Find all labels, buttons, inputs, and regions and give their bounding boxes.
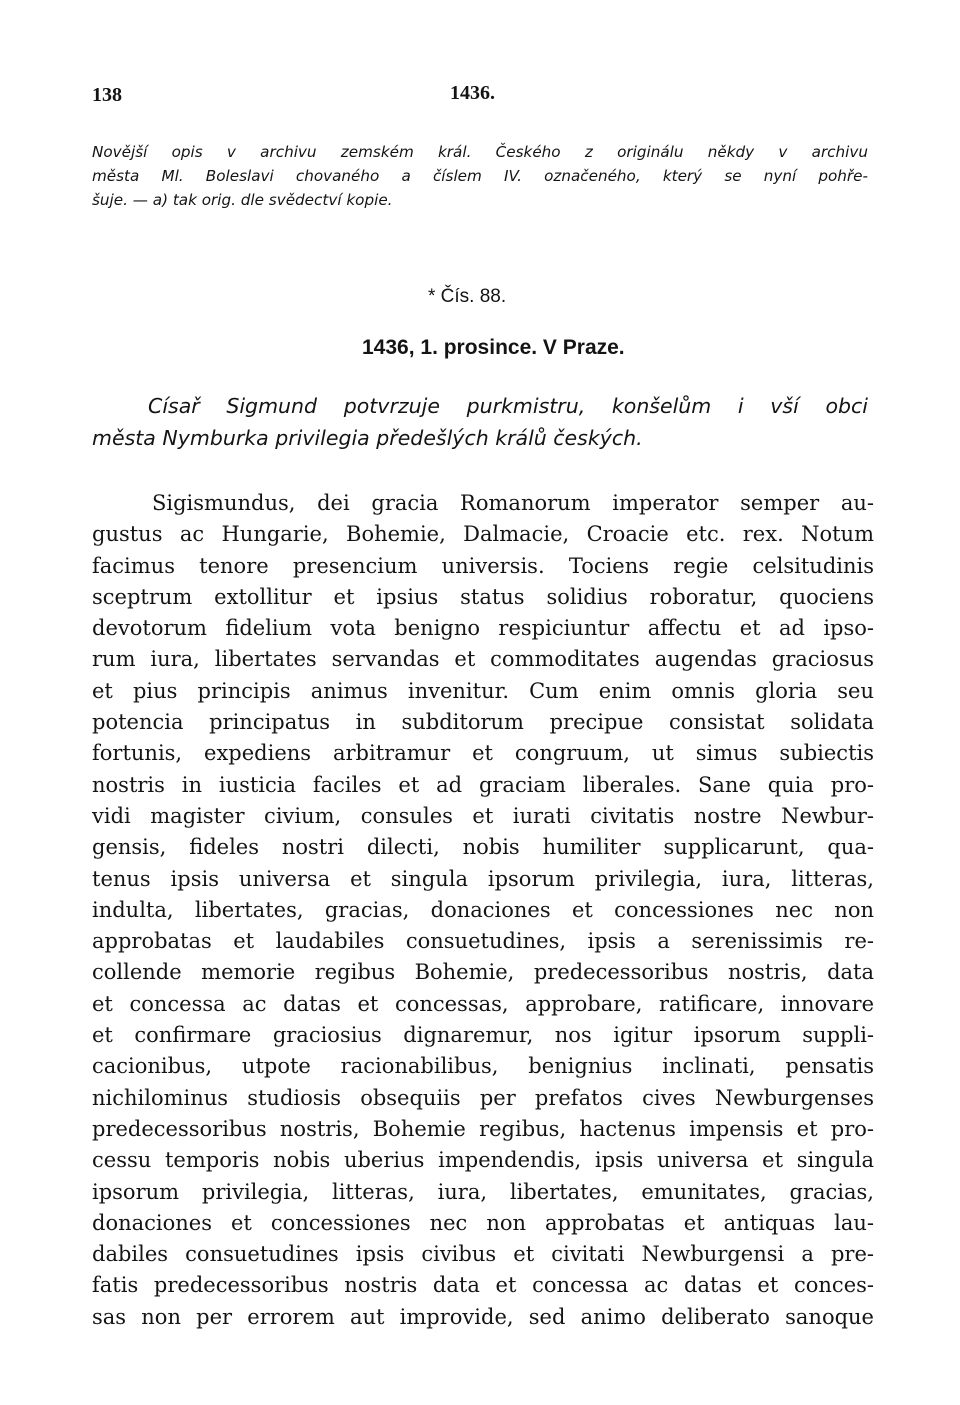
body-line: rum iura, libertates servandas et commoditates augendas graciosus: [92, 647, 874, 672]
page-number: 138: [92, 84, 122, 106]
body-line: ipsorum privilegia, litteras, iura, libertates, emunitates, gracias,: [92, 1179, 874, 1204]
body-line: dabiles consuetudines ipsis civibus et civitati Newburgensi a pre-: [92, 1242, 874, 1267]
body-line: sceptrum extollitur et ipsius status solidius roboratur, quociens: [92, 584, 874, 609]
running-header-year: 1436.: [450, 82, 495, 104]
body-line: tenus ipsis universa et singula ipsorum privilegia, iura, litteras,: [92, 866, 874, 891]
body-line: facimus tenore presencium universis. Tociens regie celsitudinis: [92, 553, 874, 578]
regest-line: města Nymburka privilegia předešlých králů českých.: [92, 426, 643, 450]
source-note: [92, 140, 868, 212]
regest: [92, 390, 868, 454]
body-line: cessu temporis nobis uberius impendendis, ipsis universa et singula: [92, 1148, 874, 1173]
document-body: [92, 488, 874, 1333]
body-line: approbatas et laudabiles consuetudines, ipsis a serenissimis re-: [92, 929, 874, 954]
body-line: fortunis, expediens arbitramur et congruum, ut simus subiectis: [92, 741, 874, 766]
document-date-place: 1436, 1. prosince. V Praze.: [362, 336, 625, 359]
source-note-line: Novější opis v archivu zemském král. Českého z originálu někdy v archivu: [92, 143, 868, 161]
body-line: nostris in iusticia faciles et ad graciam liberales. Sane quia pro-: [92, 772, 874, 797]
body-line: predecessoribus nostris, Bohemie regibus, hactenus impensis et pro-: [92, 1116, 874, 1141]
body-line: vidi magister civium, consules et iurati civitatis nostre Newbur-: [92, 803, 874, 828]
body-line: Sigismundus, dei gracia Romanorum imperator semper au-: [152, 491, 874, 515]
regest-line: Císař Sigmund potvrzuje purkmistru, konšelům i vší obci: [148, 394, 868, 418]
document-number: * Čís. 88.: [428, 286, 507, 307]
body-line: devotorum fidelium vota benigno respiciuntur affectu et ad ipso-: [92, 616, 874, 641]
body-line: indulta, libertates, gracias, donaciones et concessiones nec non: [92, 897, 874, 922]
body-line: gustus ac Hungarie, Bohemie, Dalmacie, Croacie etc. rex. Notum: [92, 522, 874, 547]
body-line: sas non per errorem aut improvide, sed animo deliberato sanoque: [92, 1304, 874, 1329]
body-line: donaciones et concessiones nec non approbatas et antiquas lau-: [92, 1210, 874, 1235]
body-line: et confirmare graciosius dignaremur, nos igitur ipsorum suppli-: [92, 1023, 874, 1048]
body-line: potencia principatus in subditorum precipue consistat solidata: [92, 710, 874, 735]
body-line: gensis, fideles nostri dilecti, nobis humiliter supplicarunt, qua-: [92, 835, 874, 860]
body-line: collende memorie regibus Bohemie, predecessoribus nostris, data: [92, 960, 874, 985]
source-note-line: šuje. — a) tak orig. dle svědectví kopie.: [92, 191, 393, 209]
body-line: et concessa ac datas et concessas, approbare, ratificare, innovare: [92, 991, 874, 1016]
body-line: et pius principis animus invenitur. Cum enim omnis gloria seu: [92, 678, 874, 703]
body-line: nichilominus studiosis obsequiis per prefatos cives Newburgenses: [92, 1085, 874, 1110]
source-note-line: města Ml. Boleslavi chovaného a číslem IV. označeného, který se nyní pohře-: [92, 167, 868, 185]
body-line: fatis predecessoribus nostris data et concessa ac datas et conces-: [92, 1273, 874, 1298]
body-line: cacionibus, utpote racionabilibus, benignius inclinati, pensatis: [92, 1054, 874, 1079]
